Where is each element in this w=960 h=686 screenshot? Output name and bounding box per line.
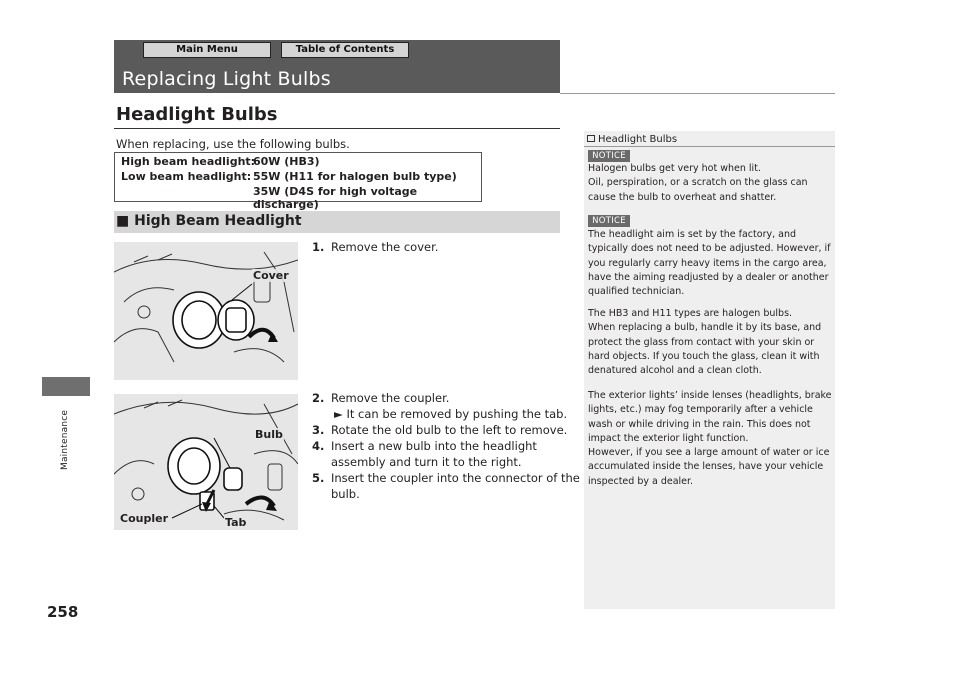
step-number: 4. bbox=[312, 439, 325, 453]
tab-callout: Tab bbox=[225, 516, 247, 529]
text-line: impact the exterior light function. bbox=[588, 432, 749, 444]
step-text: Insert a new bulb into the headlight bbox=[331, 439, 537, 453]
page-subtitle: Headlight Bulbs bbox=[116, 104, 278, 125]
bulb-spec-table bbox=[114, 152, 482, 211]
text-line: accumulated inside the lenses, have your vehicle bbox=[588, 461, 824, 473]
coupler-callout: Coupler bbox=[120, 512, 168, 525]
text-line: Halogen bulbs get very hot when lit. bbox=[588, 163, 761, 174]
section-side-tab bbox=[42, 377, 90, 396]
high-beam-label: High beam headlight: bbox=[121, 155, 256, 168]
text-line: hard objects. If you touch the glass, clean it with bbox=[588, 350, 820, 362]
cover-illustration-drawing bbox=[114, 242, 298, 380]
notice-1-text bbox=[588, 162, 832, 205]
table-of-contents-button[interactable]: Table of Contents bbox=[281, 42, 409, 58]
notice-badge-1: NOTICE bbox=[588, 150, 630, 162]
notes-heading-rule bbox=[584, 146, 835, 147]
text-line: The headlight aim is set by the factory, and bbox=[588, 229, 797, 240]
high-beam-value: 60W (HB3) bbox=[253, 155, 320, 168]
step-number: 1. bbox=[312, 240, 325, 254]
low-beam-value-halogen: 55W (H11 for halogen bulb type) bbox=[253, 170, 457, 183]
text-line: typically does not need to be adjusted. However, if bbox=[588, 243, 831, 255]
text-line: you regularly carry heavy items in the cargo area, bbox=[588, 257, 827, 269]
section-title: Replacing Light Bulbs bbox=[122, 68, 331, 90]
bulb-illustration-drawing bbox=[114, 394, 298, 530]
step-number: 5. bbox=[312, 471, 325, 485]
step-text: Remove the coupler. bbox=[331, 391, 450, 405]
text-line: When replacing a bulb, handle it by its base, and bbox=[588, 322, 822, 334]
text-line: wash or while driving in the rain. This does not bbox=[588, 418, 811, 430]
step-text: Remove the cover. bbox=[331, 240, 439, 254]
text-line: denatured alcohol and a clean cloth. bbox=[588, 365, 762, 377]
text-line: Oil, perspiration, or a scratch on the glass can bbox=[588, 177, 808, 189]
notice-badge-2: NOTICE bbox=[588, 215, 630, 227]
side-section-label: Maintenance bbox=[60, 409, 70, 470]
text-line: protect the glass from contact with your skin or bbox=[588, 336, 815, 348]
step-number: 3. bbox=[312, 423, 325, 437]
bulb-callout: Bulb bbox=[255, 428, 283, 441]
text-line: lights, etc.) may fog temporarily after a vehicle bbox=[588, 404, 813, 416]
step-text: Insert the coupler into the connector of the bbox=[331, 471, 580, 485]
text-line: have the aiming readjusted by a dealer or another bbox=[588, 271, 829, 283]
notes-heading bbox=[587, 134, 677, 145]
text-line: cause the bulb to overheat and shatter. bbox=[588, 191, 777, 203]
text-line: However, if you see a large amount of water or ice bbox=[588, 447, 830, 459]
step-text: bulb. bbox=[331, 487, 360, 501]
halogen-note-text bbox=[588, 307, 832, 378]
step-number: 2. bbox=[312, 391, 325, 405]
page-number: 258 bbox=[47, 603, 79, 621]
cover-callout: Cover bbox=[253, 269, 289, 282]
main-menu-button[interactable]: Main Menu bbox=[143, 42, 271, 58]
bulb-replacement-illustration bbox=[114, 394, 298, 530]
cover-removal-illustration bbox=[114, 242, 298, 380]
low-beam-label: Low beam headlight: bbox=[121, 170, 252, 183]
text-line: qualified technician. bbox=[588, 286, 685, 298]
step-note-text: ► It can be removed by pushing the tab. bbox=[334, 407, 568, 421]
text-line: inspected by a dealer. bbox=[588, 475, 694, 487]
subtitle-rule bbox=[114, 128, 560, 129]
section-heading: ■ High Beam Headlight bbox=[116, 213, 302, 229]
book-icon bbox=[587, 135, 595, 142]
low-beam-value-discharge: 35W (D4S for high voltage discharge) bbox=[253, 185, 418, 211]
header-rule bbox=[560, 93, 835, 94]
intro-text: When replacing, use the following bulbs. bbox=[116, 137, 350, 151]
step-text: Rotate the old bulb to the left to remove. bbox=[331, 423, 568, 437]
text-line: The exterior lights’ inside lenses (headlights, brake bbox=[588, 390, 832, 401]
lens-fog-note-text bbox=[588, 389, 832, 489]
notice-2-text bbox=[588, 228, 832, 299]
text-line: The HB3 and H11 types are halogen bulbs. bbox=[588, 308, 793, 319]
step-text: assembly and turn it to the right. bbox=[331, 455, 522, 469]
notes-heading-text: Headlight Bulbs bbox=[598, 134, 678, 145]
